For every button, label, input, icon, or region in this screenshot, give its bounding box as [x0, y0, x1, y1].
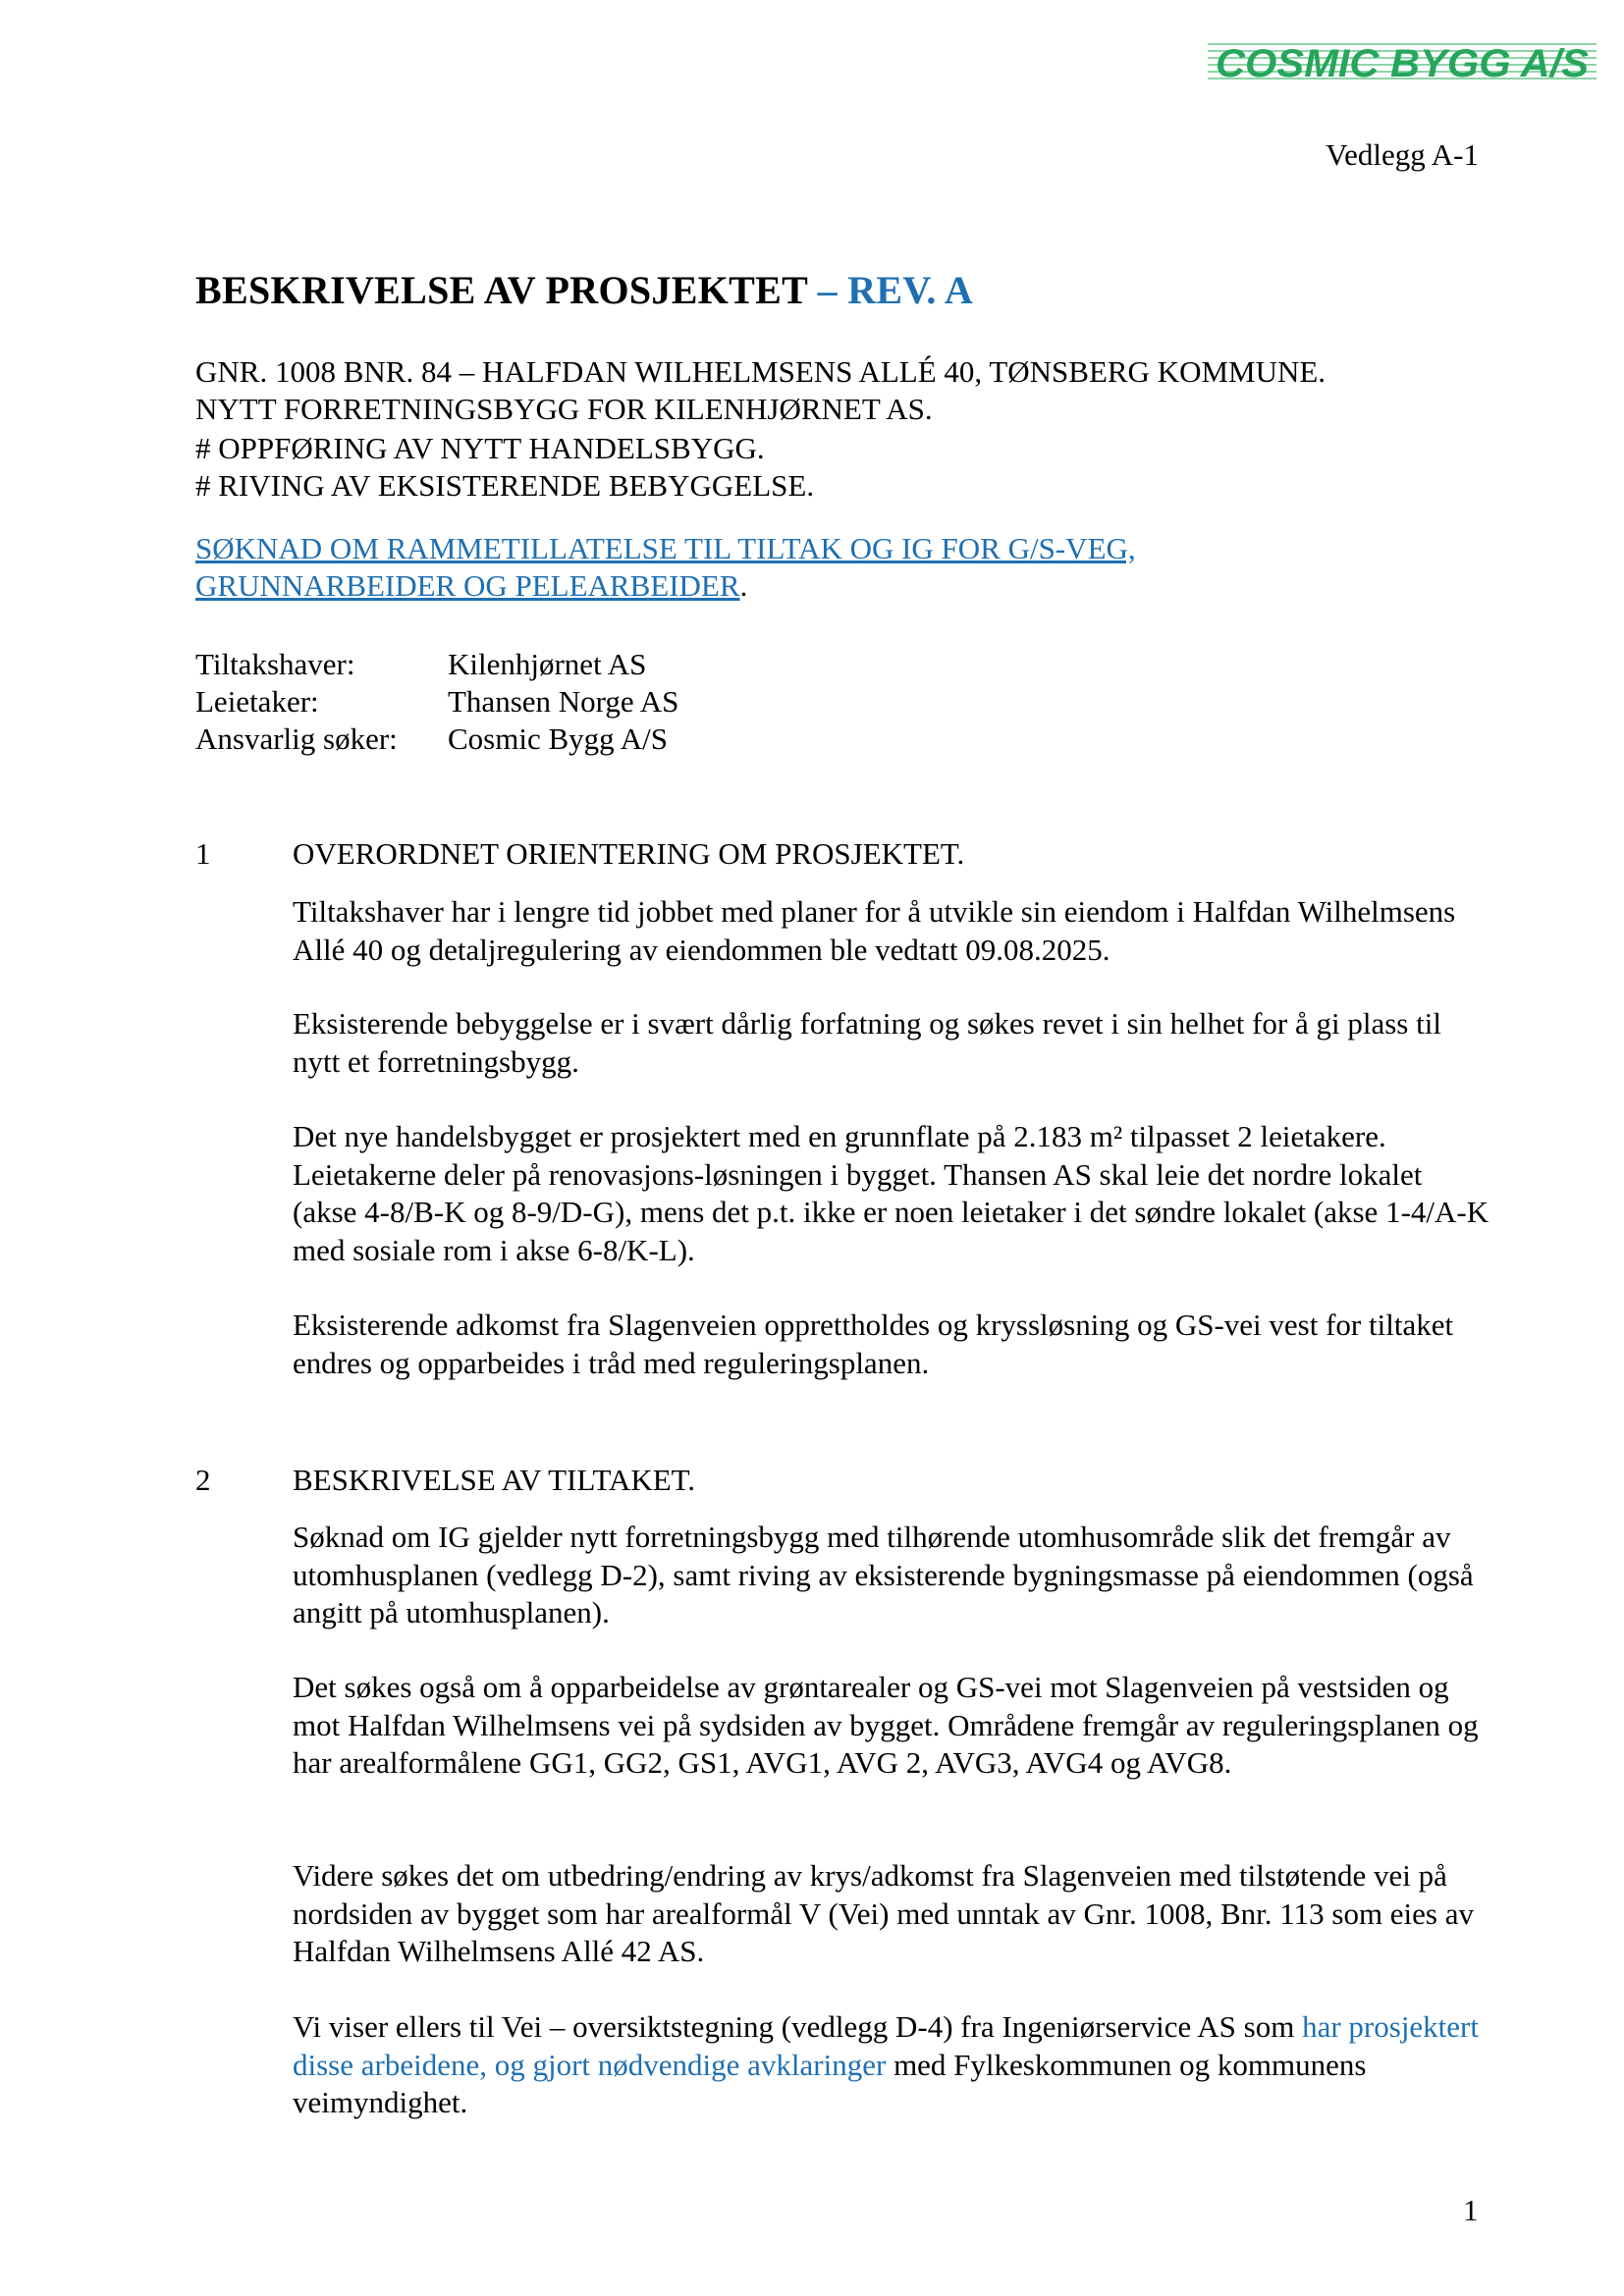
application-heading: [195, 530, 1136, 605]
section-1-paragraph-4: Eksisterende adkomst fra Slagenveien opprettholdes og kryssløsning og GS-vei vest for tiltaket endres og opparbeides i tråd med reguleringsplanen.: [293, 1308, 1454, 1380]
application-link-line-2[interactable]: GRUNNARBEIDER OG PELEARBEIDER: [195, 568, 740, 603]
party-value: Kilenhjørnet AS: [448, 647, 647, 681]
subject-block-2: [195, 430, 814, 505]
logo-graphic: [1208, 35, 1597, 88]
title-main: BESKRIVELSE AV PROSJEKTET: [195, 268, 818, 312]
party-label: Leietaker:: [195, 684, 319, 719]
logo-text: COSMIC BYGG A/S: [1216, 42, 1590, 85]
party-label: Ansvarlig søker:: [195, 721, 398, 756]
section-1-paragraph-3: Det nye handelsbygget er prosjektert med en grunnflate på 2.183 m² tilpasset 2 leietakere. Leietakerne deler på renovasjons-løsningen i bygget. Thansen AS skal leie det nordre lokalet (akse 4-8/B-K og 8-9/D-G), mens det p.t. ikke er noen leietaker i det søndre lokalet (akse 1-4/A-K med sosiale rom i akse 6-8/K-L).: [293, 1119, 1489, 1267]
company-logo: [1208, 35, 1597, 88]
section-2-number: 2: [195, 1463, 211, 1497]
subject-line: # OPPFØRING AV NYTT HANDELSBYGG.: [195, 431, 765, 465]
subject-line: GNR. 1008 BNR. 84 – HALFDAN WILHELMSENS ALLÉ 40, TØNSBERG KOMMUNE.: [195, 354, 1326, 389]
party-value: Thansen Norge AS: [448, 684, 679, 719]
section-1-paragraph-1: Tiltakshaver har i lengre tid jobbet med planer for å utvikle sin eiendom i Halfdan Wilhelmsens Allé 40 og detaljregulering av eiendommen ble vedtatt 09.08.2025.: [293, 894, 1456, 967]
paragraph-text: med Fylkeskommunen og kommunens veimyndighet.: [293, 2047, 1367, 2119]
highlighted-text: har prosjektert disse arbeidene, og gjort nødvendige avklaringer: [293, 2009, 1479, 2082]
party-value: Cosmic Bygg A/S: [448, 721, 668, 756]
section-1-number: 1: [195, 836, 211, 871]
party-label: Tiltakshaver:: [195, 647, 355, 681]
document-title: [195, 267, 973, 313]
subject-line: # RIVING AV EKSISTERENDE BEBYGGELSE.: [195, 468, 815, 503]
section-2-paragraph-2: Det søkes også om å opparbeidelse av grøntarealer og GS-vei mot Slagenveien på vestsiden og mot Halfdan Wilhelmsens vei på sydsiden av bygget. Områdene fremgår av reguleringsplanen og har arealformålene GG1, GG2, GS1, AVG1, AVG 2, AVG3, AVG4 og AVG8.: [293, 1670, 1479, 1780]
party-row-ansvarlig-soker: [195, 721, 668, 758]
section-1-title: OVERORDNET ORIENTERING OM PROSJEKTET.: [293, 836, 965, 871]
party-row-tiltakshaver: [195, 646, 646, 683]
application-end: .: [739, 568, 748, 603]
subject-block-1: [195, 353, 1326, 428]
party-row-leietaker: [195, 683, 678, 721]
paragraph-text: Vi viser ellers til Vei – oversiktstegning (vedlegg D-4) fra Ingeniørservice AS som: [293, 2009, 1303, 2044]
section-2-paragraph-3: Videre søkes det om utbedring/endring av krys/adkomst fra Slagenveien med tilstøtende vei på nordsiden av bygget som har arealformål V (Vei) med unntak av Gnr. 1008, Bnr. 113 som eies av Halfdan Wilhelmsens Allé 42 AS.: [293, 1858, 1475, 1968]
subject-line: NYTT FORRETNINGSBYGG FOR KILENHJØRNET AS.: [195, 392, 933, 426]
attachment-label: Vedlegg A-1: [1326, 137, 1479, 172]
page-number: 1: [1463, 2193, 1479, 2227]
section-2-title: BESKRIVELSE AV TILTAKET.: [293, 1463, 696, 1497]
section-2-paragraph-1: Søknad om IG gjelder nytt forretningsbygg med tilhørende utomhusområde slik det fremgår av utomhusplanen (vedlegg D-2), samt riving av eksisterende bygningsmasse på eiendommen (også angitt på utomhusplanen).: [293, 1520, 1474, 1629]
application-link-line-1[interactable]: SØKNAD OM RAMMETILLATELSE TIL TILTAK OG IG FOR G/S-VEG,: [195, 531, 1136, 565]
title-revision: – REV. A: [817, 268, 974, 312]
section-1-paragraph-2: Eksisterende bebyggelse er i svært dårlig forfatning og søkes revet i sin helhet for å gi plass til nytt et forretningsbygg.: [293, 1006, 1441, 1079]
section-2-paragraph-4: [293, 2008, 1490, 2122]
